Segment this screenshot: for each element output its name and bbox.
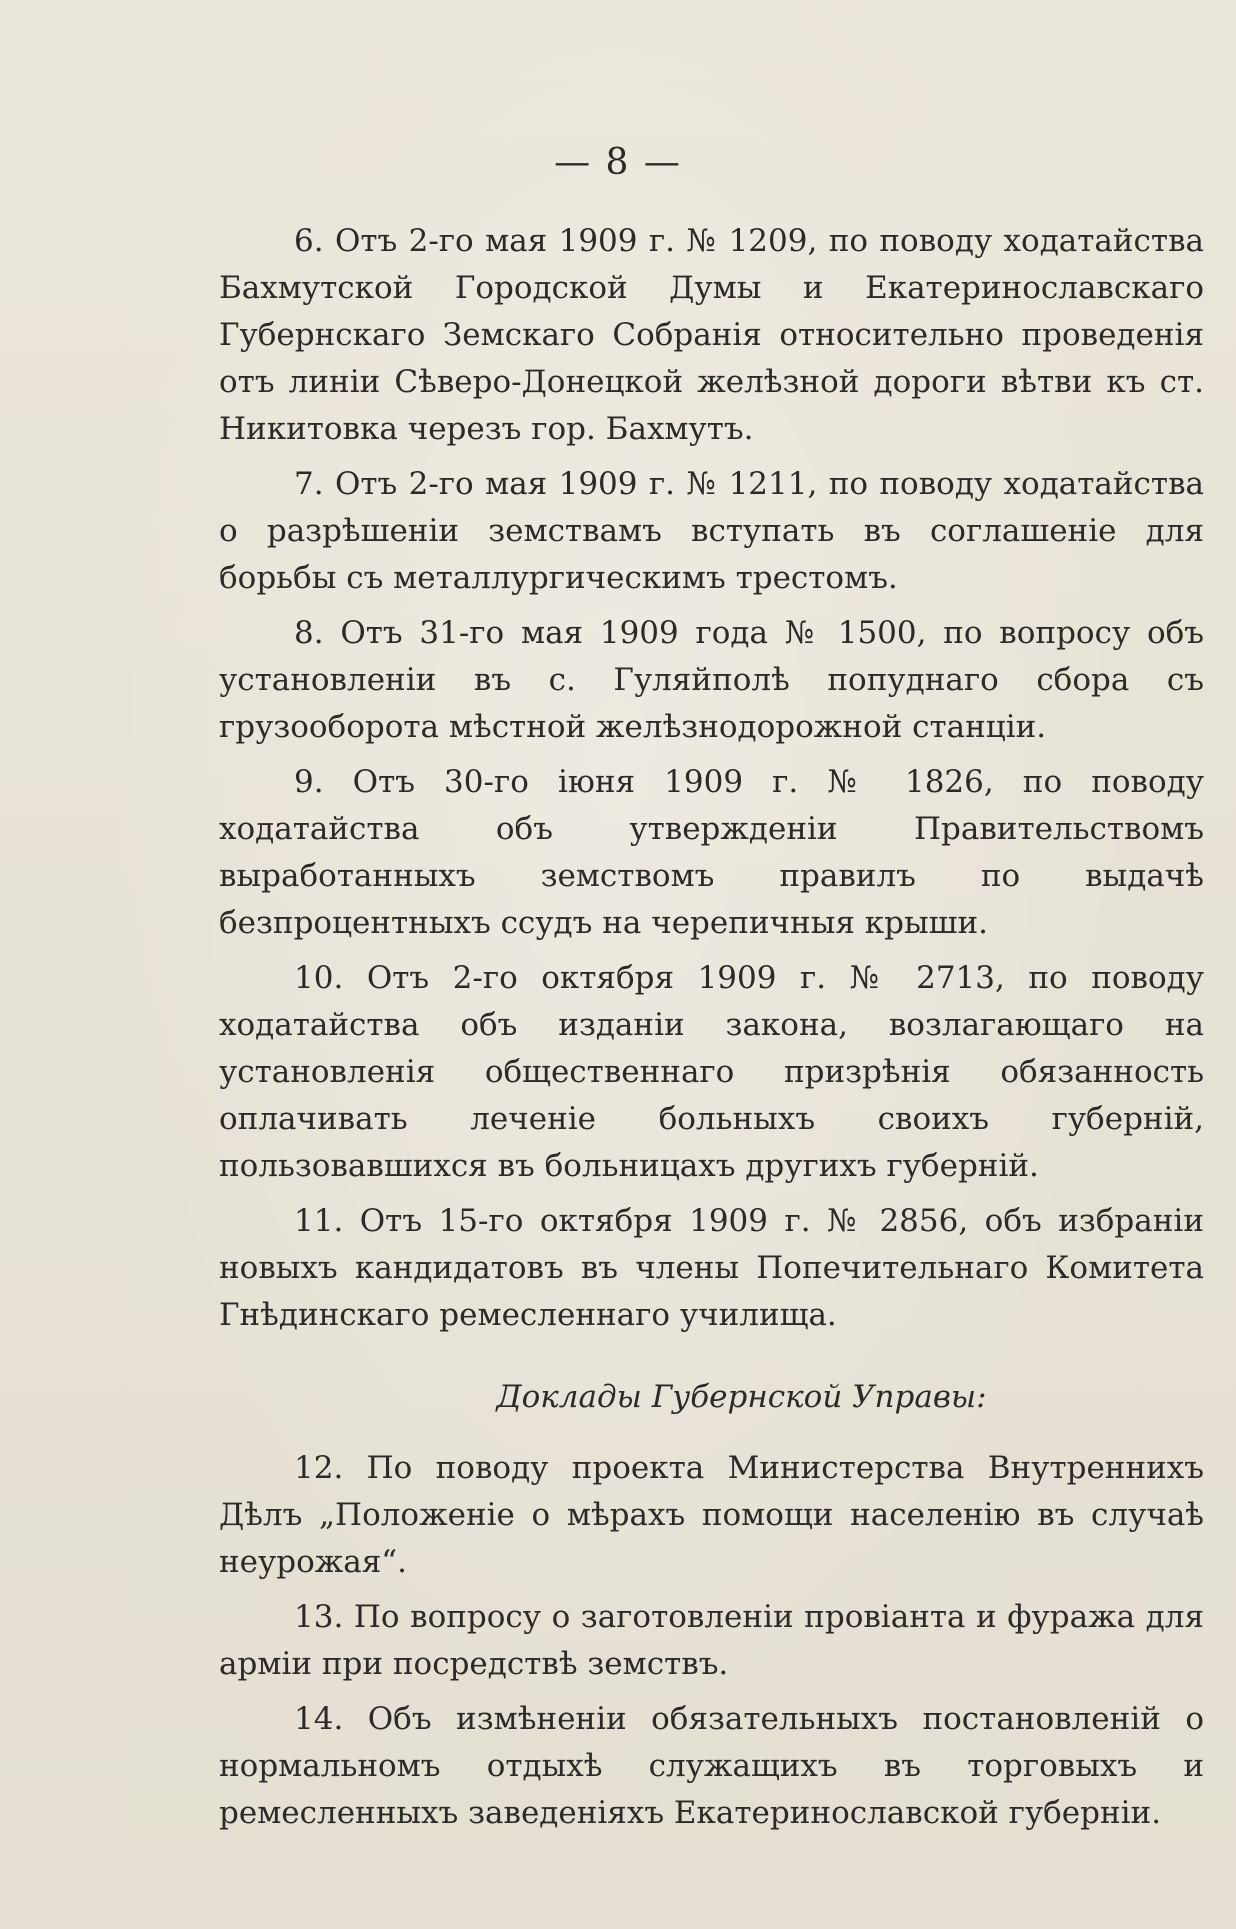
list-item: 10. Отъ 2-го октября 1909 г. № 2713, по поводу ходатайства объ изданіи закона, возлагающаго на установленія общественнаго призрѣнія обязанность оплачивать леченіе больныхъ своихъ губерній, пользовавшихся въ больницахъ другихъ губерній. bbox=[219, 960, 1204, 1184]
list-item: 7. Отъ 2-го мая 1909 г. № 1211, по поводу ходатайства о разрѣшеніи земствамъ вступать въ соглашеніе для борьбы съ металлургическимъ трестомъ. bbox=[219, 466, 1204, 596]
list-item: 11. Отъ 15-го октября 1909 г. № 2856, объ избраніи новыхъ кандидатовъ въ члены Попечительнаго Комитета Гнѣдинскаго ремесленнаго училища. bbox=[219, 1203, 1204, 1333]
list-item: 6. Отъ 2-го мая 1909 г. № 1209, по поводу ходатайства Бахмутской Городской Думы и Екатеринославскаго Губернскаго Земскаго Собранія относительно проведенія отъ линіи Сѣверо-Донецкой желѣзной дороги вѣтви къ ст. Никитовка черезъ гор. Бахмутъ. bbox=[219, 223, 1204, 447]
list-item: 8. Отъ 31-го мая 1909 года № 1500, по вопросу объ установленіи въ с. Гуляйполѣ попуднаго сбора съ грузооборота мѣстной желѣзнодорожной станціи. bbox=[219, 615, 1204, 745]
report-item: 12. По поводу проекта Министерства Внутреннихъ Дѣлъ „Положеніе о мѣрахъ помощи населенію въ случаѣ неурожая“. bbox=[219, 1450, 1204, 1580]
report-item: 13. По вопросу о заготовленіи провіанта и фуража для арміи при посредствѣ земствъ. bbox=[219, 1599, 1204, 1682]
section-heading: Доклады Губернской Управы: bbox=[496, 1379, 987, 1415]
document-body bbox=[219, 218, 1204, 1845]
page-number: — 8 — bbox=[554, 142, 682, 183]
report-item: 14. Объ измѣненіи обязательныхъ постановленій о нормальномъ отдыхѣ служащихъ въ торговыхъ и ремесленныхъ заведеніяхъ Екатеринославской губерніи. bbox=[219, 1701, 1204, 1831]
list-item: 9. Отъ 30-го іюня 1909 г. № 1826, по поводу ходатайства объ утвержденіи Правительствомъ выработанныхъ земствомъ правилъ по выдачѣ безпроцентныхъ ссудъ на черепичныя крыши. bbox=[219, 764, 1204, 941]
